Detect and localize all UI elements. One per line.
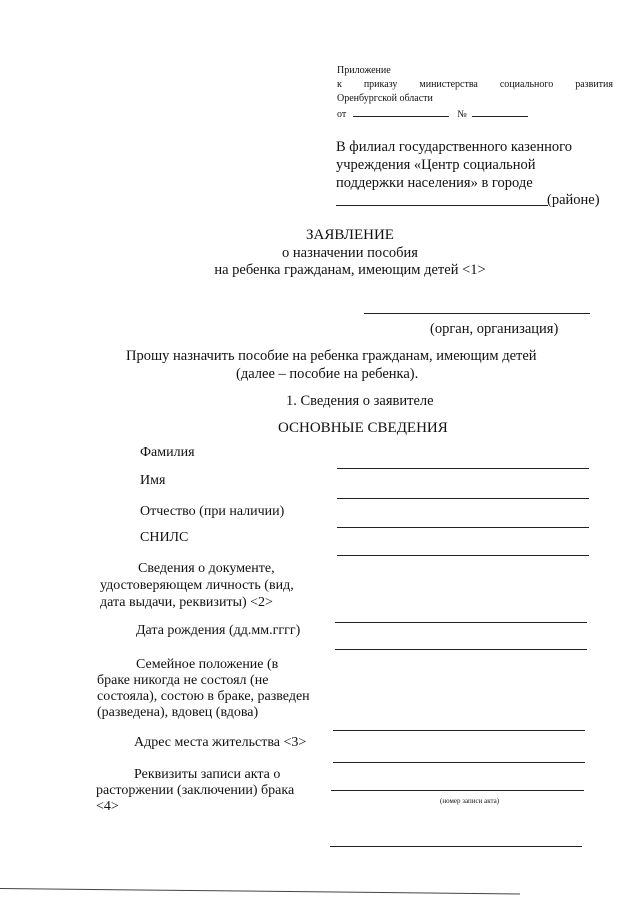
page-bottom-edge xyxy=(0,888,520,894)
organ-field[interactable] xyxy=(364,313,590,314)
id-document-field[interactable] xyxy=(335,622,587,623)
request-line-1: Прошу назначить пособие на ребенка гражданам, имеющим детей xyxy=(126,348,537,364)
district-label: (районе) xyxy=(547,192,600,208)
request-line-2: (далее – пособие на ребенка). xyxy=(236,366,419,382)
snils-field[interactable] xyxy=(337,555,589,556)
addressee-line-2: учреждения «Центр социальной xyxy=(336,157,536,173)
appendix-number-field[interactable] xyxy=(472,106,528,117)
marital-label-4: (разведена), вдовец (вдова) xyxy=(97,705,259,720)
divorce-label-3: <4> xyxy=(96,799,119,814)
basic-info-heading: ОСНОВНЫЕ СВЕДЕНИЯ xyxy=(278,420,448,436)
snils-label: СНИЛС xyxy=(140,530,189,545)
patronymic-field[interactable] xyxy=(337,527,589,528)
address-field[interactable] xyxy=(333,762,585,763)
appendix-from-label: от xyxy=(337,109,347,120)
divorce-label-2: расторжении (заключении) брака xyxy=(96,783,295,798)
name-field[interactable] xyxy=(337,498,589,499)
appendix-number-label: № xyxy=(457,109,467,120)
birth-date-field[interactable] xyxy=(335,649,587,650)
appendix-line-1: Приложение xyxy=(337,65,391,76)
marital-label-3: состояла), состою в браке, разведен xyxy=(97,689,310,704)
addressee-line-3: поддержки населения» в городе xyxy=(336,175,533,191)
document-title: ЗАЯВЛЕНИЕ xyxy=(306,227,394,243)
appendix-date-row xyxy=(337,106,528,121)
appendix-line-2: к приказу министерства социального развития xyxy=(337,79,613,90)
surname-field[interactable] xyxy=(337,468,589,469)
marital-label-2: браке никогда не состоял (не xyxy=(97,673,269,688)
marital-label-1: Семейное положение (в xyxy=(136,657,279,672)
record-number-caption: (номер записи акта) xyxy=(440,797,500,805)
address-label: Адрес места жительства <3> xyxy=(134,735,307,750)
document-subtitle-2: на ребенка гражданам, имеющим детей <1> xyxy=(214,262,486,278)
district-field[interactable] xyxy=(336,205,548,206)
section-1-title: 1. Сведения о заявителе xyxy=(286,393,434,409)
id-document-label-2: удостоверяющем личность (вид, xyxy=(100,578,294,593)
id-document-label-1: Сведения о документе, xyxy=(138,561,275,576)
divorce-label-1: Реквизиты записи акта о xyxy=(134,767,281,782)
addressee-line-1: В филиал государственного казенного xyxy=(336,139,572,155)
appendix-line-3: Оренбургской области xyxy=(337,93,433,104)
birth-date-label: Дата рождения (дд.мм.гггг) xyxy=(136,623,301,638)
id-document-label-3: дата выдачи, реквизиты) <2> xyxy=(100,595,273,610)
marital-status-field[interactable] xyxy=(333,730,585,731)
patronymic-label: Отчество (при наличии) xyxy=(140,504,285,519)
appendix-date-field[interactable] xyxy=(353,106,449,117)
divorce-record-field[interactable] xyxy=(331,790,584,791)
organ-label: (орган, организация) xyxy=(430,321,559,337)
surname-label: Фамилия xyxy=(140,445,195,460)
divorce-record-extra-field[interactable] xyxy=(330,846,582,847)
document-subtitle-1: о назначении пособия xyxy=(282,245,418,261)
name-label: Имя xyxy=(140,473,166,488)
